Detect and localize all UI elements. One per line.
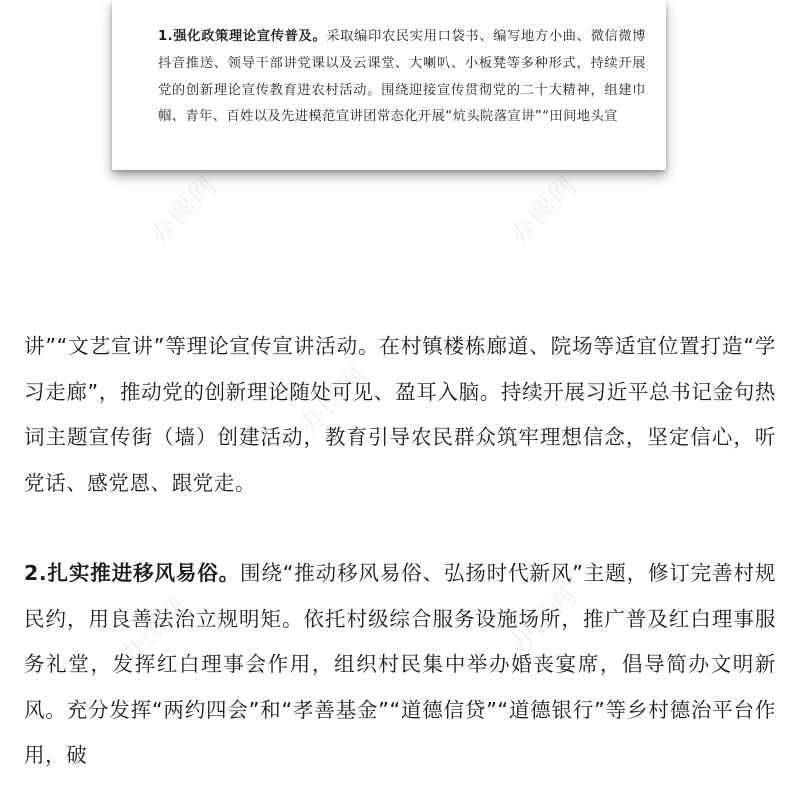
excerpt-body: 采取编印农民实用口袋书、编写地方小曲、微信微博抖音推送、领导干部讲党课以及云课堂、大喇叭、小板凳等多种形式，持续开展党的创新理论宣传教育进农村活动。围绕迎接宣传贯彻党的二十大精神，组建巾帼、青年、百姓以及先进模范宣讲团常态化开展“炕头院落宣讲”“田间地头宣 <box>158 29 646 125</box>
paragraph-2 <box>24 551 776 779</box>
watermark: 办图网 <box>293 359 375 441</box>
body-text <box>24 324 776 779</box>
excerpt-text <box>158 24 646 131</box>
paragraph-2-body: 围绕“推动移风易俗、弘扬时代新风”主题，修订完善村规民约，用良善法治立规明矩。依托村级综合服务设施场所，推广普及红白理事服务礼堂，发挥红白理事会作用，组织村民集中举办婚丧宴席，倡导简办文明新风。充分发挥“两约四会”和“孝善基金”“道德信贷”“道德银行”等乡村德治平台作用，破 <box>24 561 776 767</box>
watermark: 办图网 <box>503 579 585 661</box>
watermark: 办图网 <box>113 589 195 671</box>
watermark: 办图网 <box>143 169 225 251</box>
excerpt-card <box>112 0 666 170</box>
watermark: 办图网 <box>503 169 585 251</box>
paragraph-1: 讲”“文艺宣讲”等理论宣传宣讲活动。在村镇楼栋廊道、院场等适宜位置打造“学习走廊”，推动党的创新理论随处可见、盈耳入脑。持续开展习近平总书记金句热词主题宣传街（墙）创建活动，教育引导农民群众筑牢理想信念，坚定信心，听党话、感党恩、跟党走。 <box>24 334 776 495</box>
paragraph-2-lead: 2.扎实推进移风易俗。 <box>24 561 241 585</box>
excerpt-lead: 1.强化政策理论宣传普及。 <box>158 29 327 44</box>
